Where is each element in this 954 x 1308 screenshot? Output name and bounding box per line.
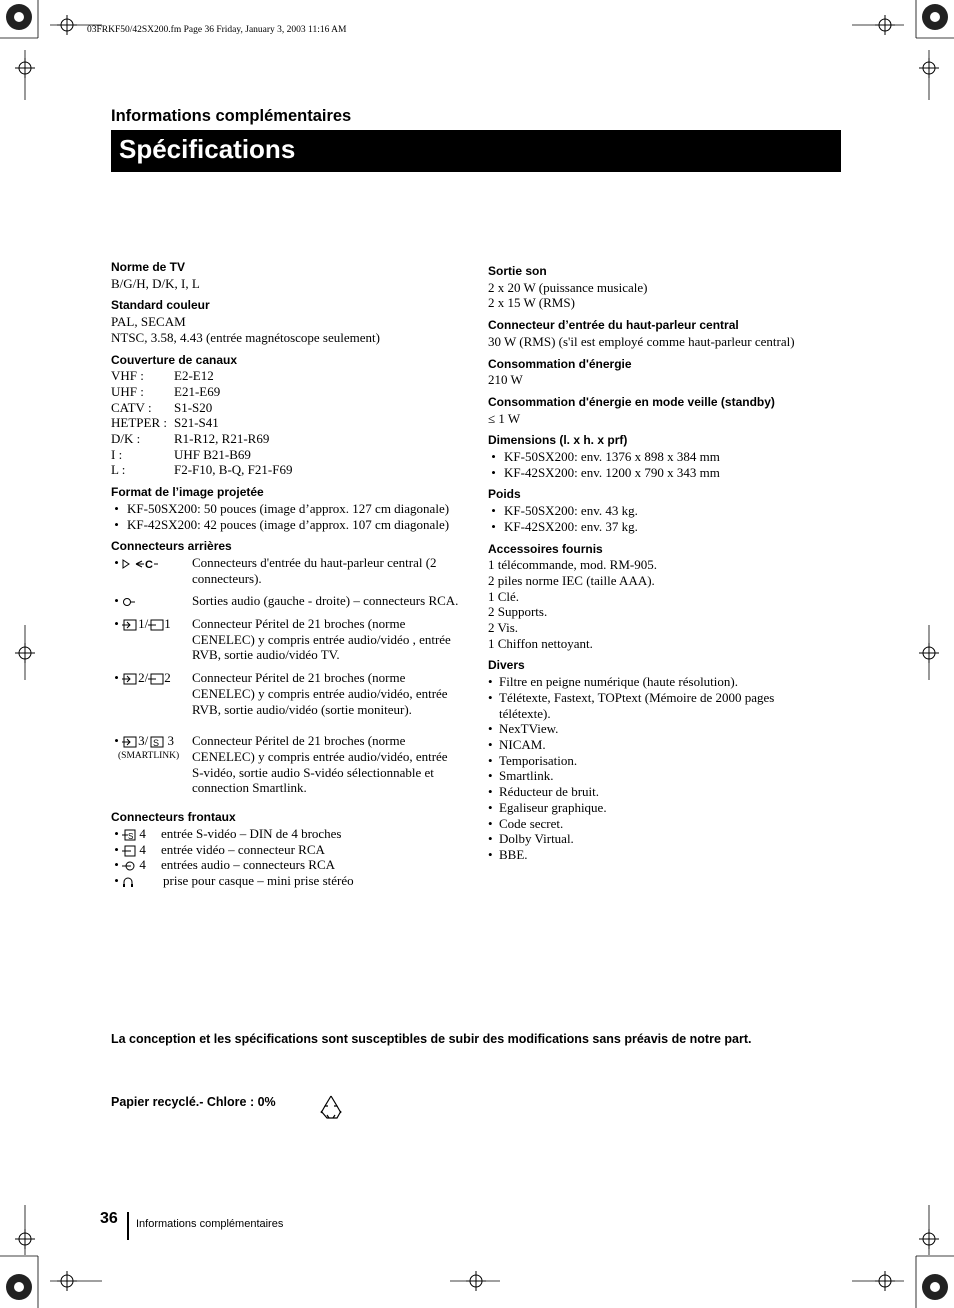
registration-wheel-icon	[920, 1272, 950, 1302]
connector-row	[111, 616, 471, 663]
spec-title: Standard couleur	[111, 298, 210, 313]
spec-title: Consommation d'énergie	[488, 356, 632, 371]
spec-standard	[111, 298, 471, 345]
front-connector-text: entrées audio – connecteurs RCA	[161, 857, 336, 873]
center-speaker-icon	[122, 558, 158, 570]
list-item: • BBE.	[488, 846, 528, 862]
spec-sortie	[488, 264, 828, 311]
connector-row	[111, 670, 471, 717]
headphones-icon	[122, 876, 134, 888]
list-item-text: NexTView.	[499, 721, 559, 737]
band-value: E21-E69	[174, 383, 221, 399]
spec-value: ≤ 1 W	[488, 410, 521, 426]
registration-wheel-icon	[4, 2, 34, 32]
smartlink-label: (SMARTLINK)	[118, 750, 180, 761]
front-connector-text: entrée S-vidéo – DIN de 4 broches	[161, 825, 342, 841]
recycled-paper-note: Papier recyclé.- Chlore : 0%	[111, 1095, 276, 1109]
connector-text: Connecteurs d'entrée du haut-parleur central (2 connecteurs).	[192, 554, 437, 586]
connector-text: Connecteur Péritel de 21 broches (norme CENELEC) y compris entrée audio/vidéo, entrée RVB, sortie audio/vidéo (sortie moniteur).	[192, 670, 448, 717]
connector-key: • 2/ 2	[111, 670, 171, 686]
crosshair-icon	[466, 1271, 486, 1291]
svg-text:S: S	[128, 831, 134, 841]
spec-value: 2 Vis.	[488, 620, 519, 636]
crosshair-icon	[875, 1271, 895, 1291]
list-item-text: Réducteur de bruit.	[499, 784, 599, 800]
spec-title: Accessoires fournis	[488, 541, 603, 556]
spec-value: B/G/H, D/K, I, L	[111, 275, 200, 291]
list-item-text: NICAM.	[499, 736, 546, 752]
band-value: S21-S41	[174, 415, 219, 431]
list-item-text: KF-42SX200: 42 pouces (image d’approx. 107 cm diagonale)	[127, 516, 450, 532]
crosshair-icon	[875, 15, 895, 35]
spec-value: 2 x 20 W (puissance musicale)	[488, 279, 648, 295]
list-item-text: BBE.	[499, 846, 528, 862]
scart-input-icon	[122, 673, 138, 685]
video-input-icon	[122, 845, 136, 857]
crosshair-icon	[15, 1229, 35, 1249]
spec-value: 2 Supports.	[488, 604, 548, 620]
connector-key: • C	[111, 555, 192, 586]
spec-title: Sortie son	[488, 264, 547, 278]
spec-accessoires	[488, 542, 828, 652]
audio-input-icon	[122, 860, 136, 872]
list-item-text: Télétexte, Fastext, TOPtext (Mémoire de 2000 pages télétexte).	[499, 689, 775, 721]
left-column	[111, 260, 471, 896]
list-item: • KF-50SX200: env. 43 kg.	[488, 503, 638, 519]
list-item-text: KF-50SX200: 50 pouces (image d’approx. 127 cm diagonale)	[127, 500, 450, 516]
spec-value: NTSC, 3.58, 4.43 (entrée magnétoscope seulement)	[111, 329, 380, 345]
spec-title: Poids	[488, 487, 521, 502]
band-value: S1-S20	[174, 399, 213, 415]
spec-central	[488, 318, 828, 349]
spec-value: 2 piles norme IEC (taille AAA).	[488, 572, 655, 588]
scart-output-icon	[148, 673, 164, 685]
front-connector-text: prise pour casque – mini prise stéréo	[163, 872, 354, 888]
connector-text: Connecteur Péritel de 21 broches (norme CENELEC) y compris entrée audio/vidéo , entrée RVB, sortie audio/vidéo TV.	[192, 616, 451, 663]
list-item-text: Dolby Virtual.	[499, 831, 574, 847]
connector-text: Sorties audio (gauche - droite) – connecteurs RCA.	[192, 593, 459, 609]
crosshair-icon	[57, 15, 77, 35]
channel-table	[111, 368, 471, 478]
band-label: UHF :	[111, 383, 144, 399]
list-item: • KF-42SX200: env. 1200 x 790 x 343 mm	[488, 464, 720, 480]
list-item: • Egaliseur graphique.	[488, 799, 607, 815]
title-bar	[111, 130, 841, 172]
footer-section-name: Informations complémentaires	[136, 1218, 284, 1230]
band-label: L :	[111, 462, 126, 478]
list-item-text: Smartlink.	[499, 768, 554, 784]
list-item-text: KF-42SX200: env. 37 kg.	[504, 518, 638, 534]
crosshair-icon	[57, 1271, 77, 1291]
connector-key: •	[111, 593, 192, 609]
front-connector-text: entrée vidéo – connecteur RCA	[161, 841, 325, 857]
recycle-icon	[317, 1093, 345, 1121]
spec-title: Connecteur d’entrée du haut-parleur central	[488, 318, 739, 333]
list-item-text: Temporisation.	[499, 752, 578, 768]
band-label: I :	[111, 446, 123, 462]
section-heading: Informations complémentaires	[111, 107, 352, 125]
scart-output-icon	[148, 619, 164, 631]
list-item-text: Filtre en peigne numérique (haute résolution).	[499, 674, 738, 690]
spec-title: Consommation d'énergie en mode veille (standby)	[488, 394, 775, 409]
band-value: E2-E12	[174, 368, 214, 384]
spec-poids	[488, 487, 828, 534]
front-connector: • prise pour casque – mini prise stéréo	[111, 873, 471, 889]
list-item: • KF-42SX200: 42 pouces (image d’approx. 107 cm diagonale)	[111, 516, 450, 532]
connector-key: • 3/ S 3 (SMARTLINK)	[111, 733, 192, 796]
crosshair-icon	[919, 643, 939, 663]
spec-value: 1 télécommande, mod. RM-905.	[488, 557, 657, 573]
list-item: • Réducteur de bruit.	[488, 784, 599, 800]
spec-title: Divers	[488, 658, 525, 673]
list-item: • Télétexte, Fastext, TOPtext (Mémoire de 2000 pages télétexte).	[488, 690, 828, 721]
list-item: • Dolby Virtual.	[488, 831, 574, 847]
list-item: • KF-42SX200: env. 37 kg.	[488, 518, 638, 534]
band-label: D/K :	[111, 431, 141, 447]
connector-row	[111, 593, 471, 609]
spec-title: Dimensions (l. x h. x prf)	[488, 433, 628, 448]
list-item: • Temporisation.	[488, 752, 578, 768]
audio-output-icon	[122, 596, 136, 608]
connector-text: Connecteur Péritel de 21 broches (norme CENELEC) y compris entrée audio/vidéo, entrée S-vidéo, sortie audio S-vidéo sélectionnable et connection Smartlink.	[192, 733, 448, 796]
list-item-text: KF-50SX200: env. 1376 x 898 x 384 mm	[504, 449, 720, 465]
scart-input-icon	[122, 736, 138, 748]
list-item: • KF-50SX200: env. 1376 x 898 x 384 mm	[488, 449, 720, 465]
front-connector: • S 4 entrée S-vidéo – DIN de 4 broches	[111, 826, 471, 842]
list-item-text: Code secret.	[499, 815, 564, 831]
list-item: • Smartlink.	[488, 768, 554, 784]
spec-divers	[488, 658, 828, 862]
spec-frontaux	[111, 810, 471, 889]
spec-title: Connecteurs frontaux	[111, 810, 236, 825]
spec-value: 1 Chiffon nettoyant.	[488, 635, 593, 651]
connector-key: • 1/ 1	[111, 616, 171, 632]
svideo-scart-icon	[148, 736, 164, 748]
registration-wheel-icon	[4, 1272, 34, 1302]
spec-couverture	[111, 353, 471, 479]
spec-arriere	[111, 539, 471, 796]
list-item: • KF-50SX200: 50 pouces (image d’approx. 127 cm diagonale)	[111, 500, 450, 516]
specs-notice: La conception et les spécifications sont susceptibles de subir des modifications sans préavis de notre part.	[111, 1032, 752, 1046]
band-label: VHF :	[111, 368, 144, 384]
spec-value: 210 W	[488, 372, 523, 388]
spec-title: Norme de TV	[111, 260, 186, 274]
band-label: CATV :	[111, 399, 152, 415]
list-item: • NICAM.	[488, 736, 546, 752]
list-item-text: KF-50SX200: env. 43 kg.	[504, 503, 638, 519]
page-number: 36	[100, 1210, 118, 1227]
band-value: R1-R12, R21-R69	[174, 431, 270, 447]
spec-veille	[488, 395, 828, 426]
svg-text:S: S	[153, 738, 160, 749]
spec-title: Format de l’image projetée	[111, 485, 264, 500]
crosshair-icon	[15, 58, 35, 78]
front-connector: • 4 entrée vidéo – connecteur RCA	[111, 842, 471, 858]
spec-value: 1 Clé.	[488, 588, 520, 604]
svg-text:C: C	[145, 558, 154, 570]
list-item-text: KF-42SX200: env. 1200 x 790 x 343 mm	[504, 464, 720, 480]
page-title: Spécifications	[119, 134, 296, 164]
crosshair-icon	[919, 1229, 939, 1249]
spec-format	[111, 485, 471, 532]
spec-dimensions	[488, 433, 828, 480]
band-value: UHF B21-B69	[174, 446, 251, 462]
spec-value: 30 W (RMS) (s'il est employé comme haut-parleur central)	[488, 333, 795, 349]
list-item: • Filtre en peigne numérique (haute résolution).	[488, 674, 738, 690]
band-value: F2-F10, B-Q, F21-F69	[174, 462, 293, 478]
list-item: • Code secret.	[488, 815, 564, 831]
spec-title: Couverture de canaux	[111, 352, 238, 367]
list-item: • NexTView.	[488, 721, 559, 737]
spec-value: 2 x 15 W (RMS)	[488, 295, 575, 311]
right-column	[488, 264, 828, 870]
spec-value: PAL, SECAM	[111, 314, 186, 330]
crosshair-icon	[15, 643, 35, 663]
list-item-text: Egaliseur graphique.	[499, 799, 607, 815]
file-info-header: 03FRKF50/42SX200.fm Page 36 Friday, January 3, 2003 11:16 AM	[87, 25, 347, 35]
crosshair-icon	[919, 58, 939, 78]
scart-input-icon	[122, 619, 138, 631]
connector-row	[111, 733, 471, 796]
svideo-input-icon	[122, 829, 136, 841]
spec-conso	[488, 357, 828, 388]
spec-title: Connecteurs arrières	[111, 539, 232, 554]
front-connector: • 4 entrées audio – connecteurs RCA	[111, 857, 471, 873]
spec-norme	[111, 260, 471, 291]
footer-divider	[127, 1212, 129, 1240]
registration-wheel-icon	[920, 2, 950, 32]
connector-row	[111, 555, 471, 586]
band-label: HETPER :	[111, 415, 167, 431]
